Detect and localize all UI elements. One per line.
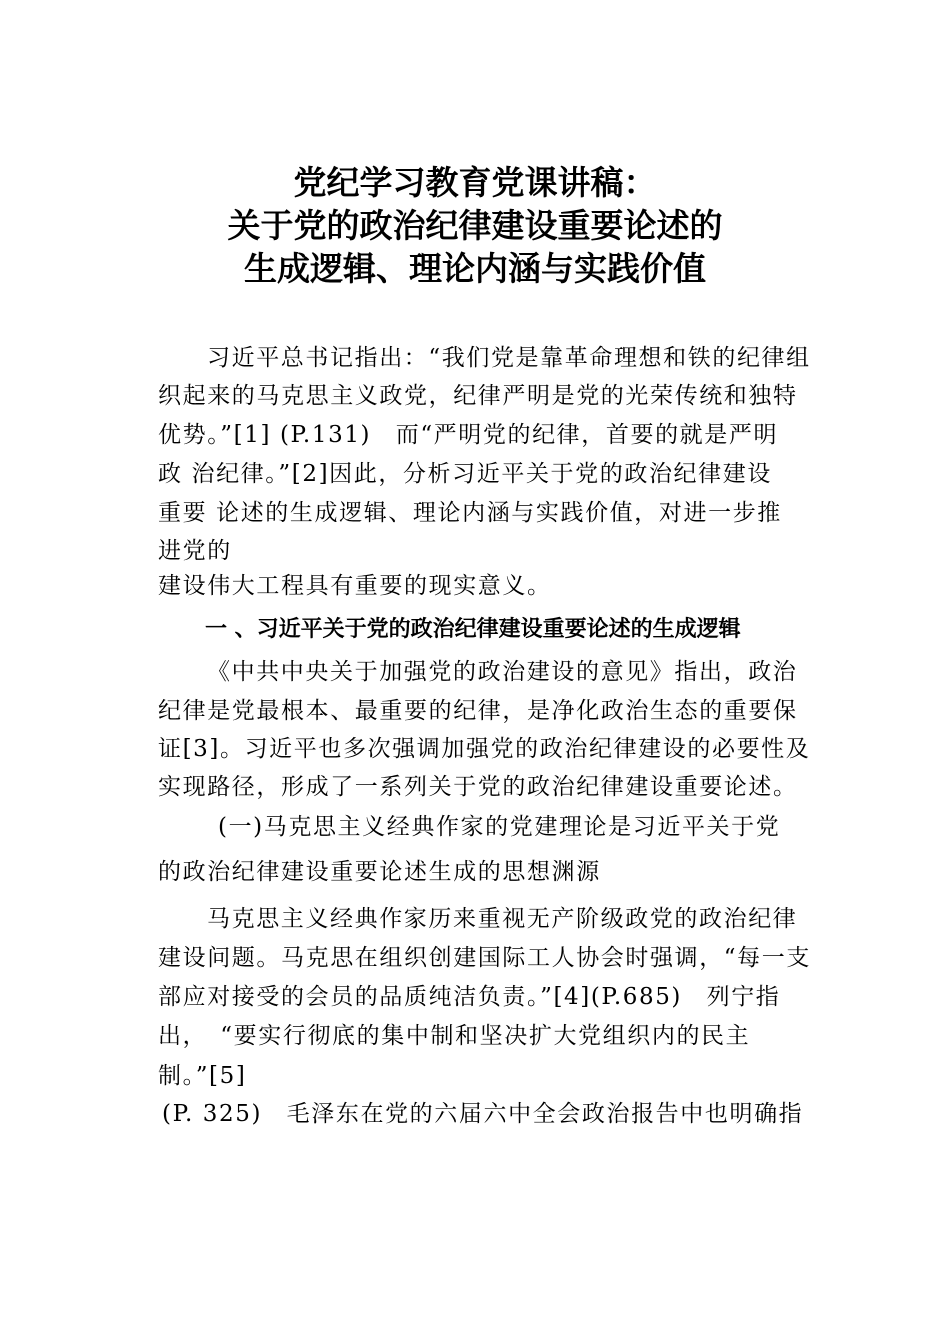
subsection-heading-line: 的政治纪律建设重要论述生成的思想渊源 xyxy=(158,859,601,885)
subsection-paragraph-line: 出， “要实行彻底的集中制和坚决扩大党组织内的民主 xyxy=(158,1023,751,1049)
subsection-paragraph-line: 部应对接受的会员的品质纯洁负责。”[4](P.685) 列宁指 xyxy=(158,984,781,1010)
subsection-paragraph-line: 马克思主义经典作家历来重视无产阶级政党的政治纪律 xyxy=(207,906,798,932)
intro-paragraph-line: 进党的 xyxy=(158,538,232,564)
document-title-line-1: 党纪学习教育党课讲稿： xyxy=(293,163,657,202)
section-paragraph-line: 实现路径，形成了一系列关于党的政治纪律建设重要论述。 xyxy=(158,774,798,800)
subsection-paragraph-line: 建设问题。马克思在组织创建国际工人协会时强调，“每一支 xyxy=(158,945,811,971)
intro-paragraph-line: 建设伟大工程具有重要的现实意义。 xyxy=(158,573,552,599)
intro-paragraph-line: 优势。”[1] (P.131) 而“严明党的纪律，首要的就是严明 xyxy=(158,422,779,448)
section-paragraph-line: 证[3]。习近平也多次强调加强党的政治纪律建设的必要性及 xyxy=(158,736,811,762)
subsection-heading-line: (一)马克思主义经典作家的党建理论是习近平关于党 xyxy=(218,814,781,840)
intro-paragraph-line: 政 治纪律。”[2]因此，分析习近平关于党的政治纪律建设 xyxy=(158,461,772,487)
subsection-paragraph-line: 制。”[5] xyxy=(158,1063,247,1089)
section-paragraph-line: 纪律是党最根本、最重要的纪律，是净化政治生态的重要保 xyxy=(158,698,798,724)
section-paragraph-line: 《中共中央关于加强党的政治建设的意见》指出，政治 xyxy=(207,659,798,685)
section-heading: 一 、习近平关于党的政治纪律建设重要论述的生成逻辑 xyxy=(205,617,741,642)
document-title-line-2: 关于党的政治纪律建设重要论述的 xyxy=(227,206,723,245)
intro-paragraph-line: 织起来的马克思主义政党，纪律严明是党的光荣传统和独特 xyxy=(158,383,798,409)
intro-paragraph-line: 习近平总书记指出：“我们党是靠革命理想和铁的纪律组 xyxy=(207,345,811,371)
intro-paragraph-line: 重要 论述的生成逻辑、理论内涵与实践价值，对进一步推 xyxy=(158,500,782,526)
subsection-paragraph-line: (P. 325) 毛泽东在党的六届六中全会政治报告中也明确指 xyxy=(162,1101,804,1127)
document-title-line-3: 生成逻辑、理论内涵与实践价值 xyxy=(244,249,706,288)
